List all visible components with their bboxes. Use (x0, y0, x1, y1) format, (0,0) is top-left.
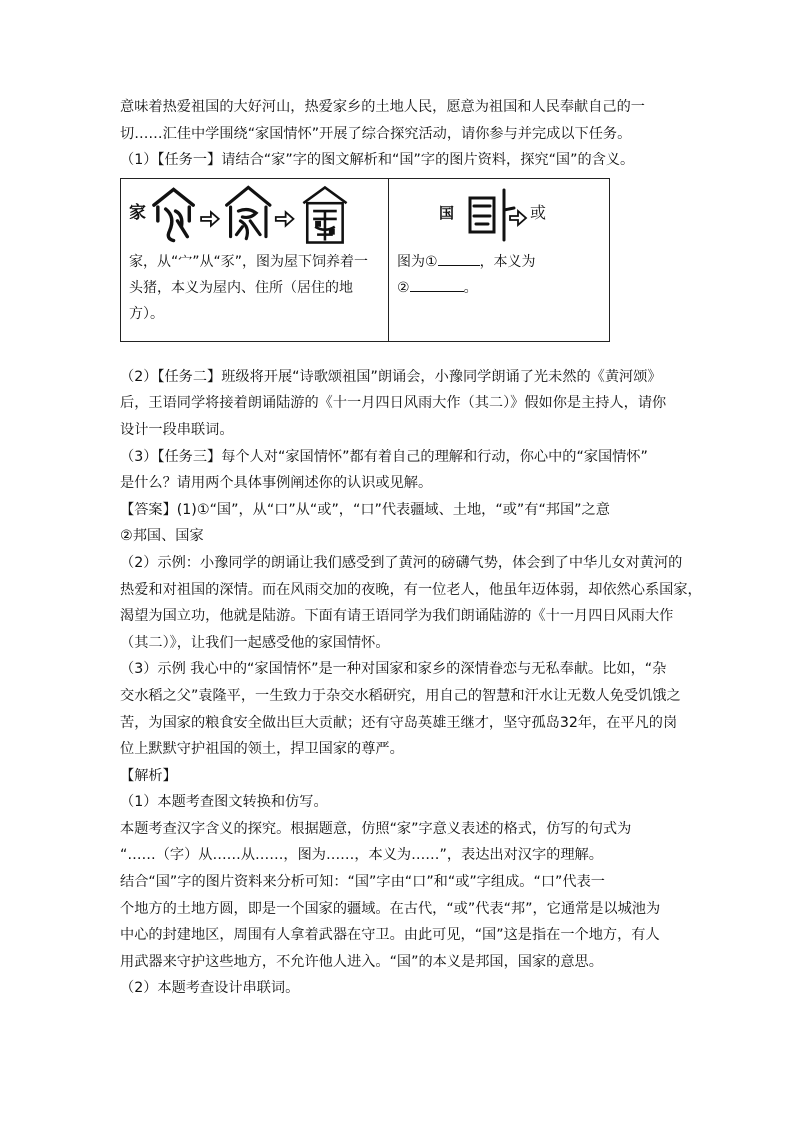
analysis-heading: 【解析】 (120, 767, 177, 784)
text-line: 后，王语同学将接着朗诵陆游的《十一月四日风雨大作（其二）》假如你是主持人，请你 (120, 395, 667, 412)
text-line: 用武器来守护这些地方，不允许他人进入。“国”的本义是邦国，国家的意思。 (120, 953, 603, 970)
text-line: （1）本题考查图文转换和仿写。 (120, 794, 328, 811)
text-line: 个地方的土地方圆，即是一个国家的疆域。在古代，“或”代表“邦”，它通常是以城池为 (120, 900, 661, 917)
jia-evolution (129, 179, 380, 249)
blank-2-prefix: ② (397, 279, 410, 296)
guo-label: 国 (439, 204, 455, 223)
guo-line-1 (397, 249, 601, 275)
text-line: （其二）》，让我们一起感受他的家国情怀。 (120, 634, 390, 651)
blank-1-suffix: ，本义为 (479, 253, 536, 270)
text-line: 设计一段串联词。 (120, 421, 234, 438)
jia-evolution-glyphs-icon (148, 181, 380, 247)
tasks-and-answers (120, 364, 702, 1002)
text-line: （3）示例 我心中的“家国情怀”是一种对国家和家乡的深情眷恋与无私奉献。比如，“杂 (120, 661, 667, 678)
text-line: 交水稻之父”袁隆平，一生致力于杂交水稻研究，用自己的智慧和汗水让无数人免受饥饿之 (120, 687, 681, 704)
text-line: 苦，为国家的粮食安全做出巨大贡献；还有守岛英雄王继才，坚守孤岛32年，在平凡的岗 (120, 714, 678, 731)
guo-line-2 (397, 275, 601, 301)
guo-cell (389, 179, 609, 341)
text-line: （3）【任务三】每个人对“家国情怀”都有着自己的理解和行动，你心中的“家国情怀” (120, 448, 648, 465)
text-line: “……（字）从……从……，图为……，本义为……”，表达出对汉字的理解。 (120, 847, 603, 864)
text-line: （2）【任务二】班级将开展“诗歌颂祖国”朗诵会，小豫同学朗诵了光未然的《黄河颂》 (120, 368, 662, 385)
guo-evolution (397, 179, 601, 249)
intro-line-2: 切……汇佳中学围绕“家国情怀”开展了综合探究活动，请你参与并完成以下任务。 (120, 125, 632, 142)
answer-heading-line: 【答案】(1)①“国”，从“口”从“或”，“口”代表疆域、土地，“或”有“邦国”之意 (120, 501, 610, 518)
text-line: （2）本题考查设计串联词。 (120, 980, 300, 997)
blank-1-prefix: 图为① (397, 253, 438, 270)
text-line: 位上默默守护祖国的领土，捍卫国家的尊严。 (120, 741, 404, 758)
jia-cell (121, 179, 389, 341)
blank-1[interactable] (438, 249, 480, 266)
blank-2[interactable] (410, 275, 464, 292)
text-line: 结合“国”字的图片资料来分析可知：“国”字由“口”和“或”字组成。“口”代表一 (120, 874, 605, 891)
blank-2-suffix: 。 (463, 279, 478, 296)
jia-explanation: 家，从“宀”从“豕”，图为屋下饲养着一头猪，本义为屋内、住所（居住的地方）。 (129, 253, 369, 322)
jia-label: 家 (129, 203, 146, 224)
intro-line-1: 意味着热爱祖国的大好河山，热爱家乡的土地人民，愿意为祖国和人民奉献自己的一 (120, 99, 645, 115)
character-table (120, 178, 610, 342)
document-body (120, 94, 702, 1002)
text-line: ②邦国、国家 (120, 528, 204, 545)
text-line: 渴望为国立功，他就是陆游。下面有请王语同学为我们朗诵陆游的《十一月四日风雨大作 (120, 608, 674, 625)
task-one-line: （1）【任务一】请结合“家”字的图文解析和“国”字的图片资料，探究“国”的含义。 (120, 152, 635, 169)
guo-question (397, 249, 601, 301)
text-line: 本题考查汉字含义的探究。根据题意，仿照“家”字意义表述的格式，仿写的句式为 (120, 820, 632, 837)
guo-derived-char: 或 (530, 203, 547, 223)
text-line: 中心的封建地区，周围有人拿着武器在守卫。由此可见，“国”这是指在一个地方，有人 (120, 927, 660, 944)
text-line: （2）示例：小豫同学的朗诵让我们感受到了黄河的磅礴气势，体会到了中华儿女对黄河的 (120, 554, 683, 571)
text-line: 热爱和对祖国的深情。而在风雨交加的夜晚，有一位老人，他虽年迈体弱，却依然心系国家， (120, 581, 702, 598)
text-line: 是什么？请用两个具体事例阐述你的认识或见解。 (120, 475, 433, 492)
guo-ancient-glyph-icon (464, 186, 528, 242)
